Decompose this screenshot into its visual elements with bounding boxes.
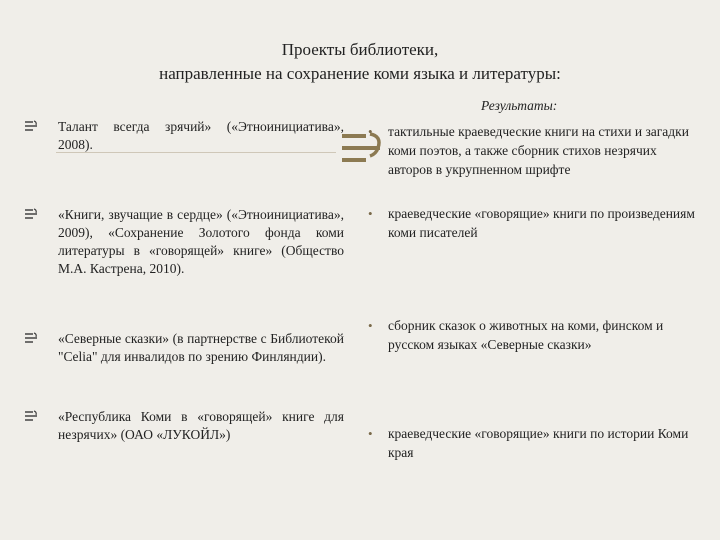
title-line-1: Проекты библиотеки,: [281, 40, 439, 59]
quote-bullet-icon: [24, 119, 38, 133]
project-text: «Республика Коми в «говорящей» книге для незрячих» (ОАО «ЛУКОЙЛ»): [58, 409, 344, 442]
bullet-dot-icon: •: [368, 318, 373, 333]
result-item: [368, 316, 698, 354]
result-item: [368, 122, 698, 179]
project-item: [24, 206, 344, 278]
project-text: Талант всегда зрячий» («Этноинициатива», 2008).: [58, 119, 344, 152]
result-item: [368, 204, 698, 242]
project-item: [24, 330, 344, 366]
page-title: [0, 38, 720, 86]
result-text: краеведческие «говорящие» книги по произведениям коми писателей: [388, 206, 695, 240]
bullet-dot-icon: •: [368, 124, 373, 139]
result-text: сборник сказок о животных на коми, финском и русском языках «Северные сказки»: [388, 318, 664, 352]
result-text: тактильные краеведческие книги на стихи и загадки коми поэтов, а также сборник стихов незрячих авторов в укрупненном шрифте: [388, 124, 689, 177]
project-text: «Книги, звучащие в сердце» («Этноинициатива», 2009), «Сохранение Золотого фонда коми литературы в «говорящей» книге» (Общество М.А. Кастрена, 2010).: [58, 207, 344, 276]
bullet-dot-icon: •: [368, 426, 373, 441]
project-text: «Северные сказки» (в партнерстве с Библиотекой "Celia" для инвалидов по зрению Финляндии).: [58, 331, 344, 364]
divider: [56, 152, 336, 153]
result-text: краеведческие «говорящие» книги по истории Коми края: [388, 426, 689, 460]
quote-bullet-icon: [24, 331, 38, 345]
results-heading: Результаты:: [481, 98, 558, 113]
bullet-dot-icon: •: [368, 206, 373, 221]
result-item: [368, 424, 698, 462]
project-item: [24, 408, 344, 444]
project-item: [24, 118, 344, 154]
title-line-2: направленные на сохранение коми языка и литературы:: [159, 64, 561, 83]
quote-bullet-icon: [24, 207, 38, 221]
quote-bullet-icon: [24, 409, 38, 423]
